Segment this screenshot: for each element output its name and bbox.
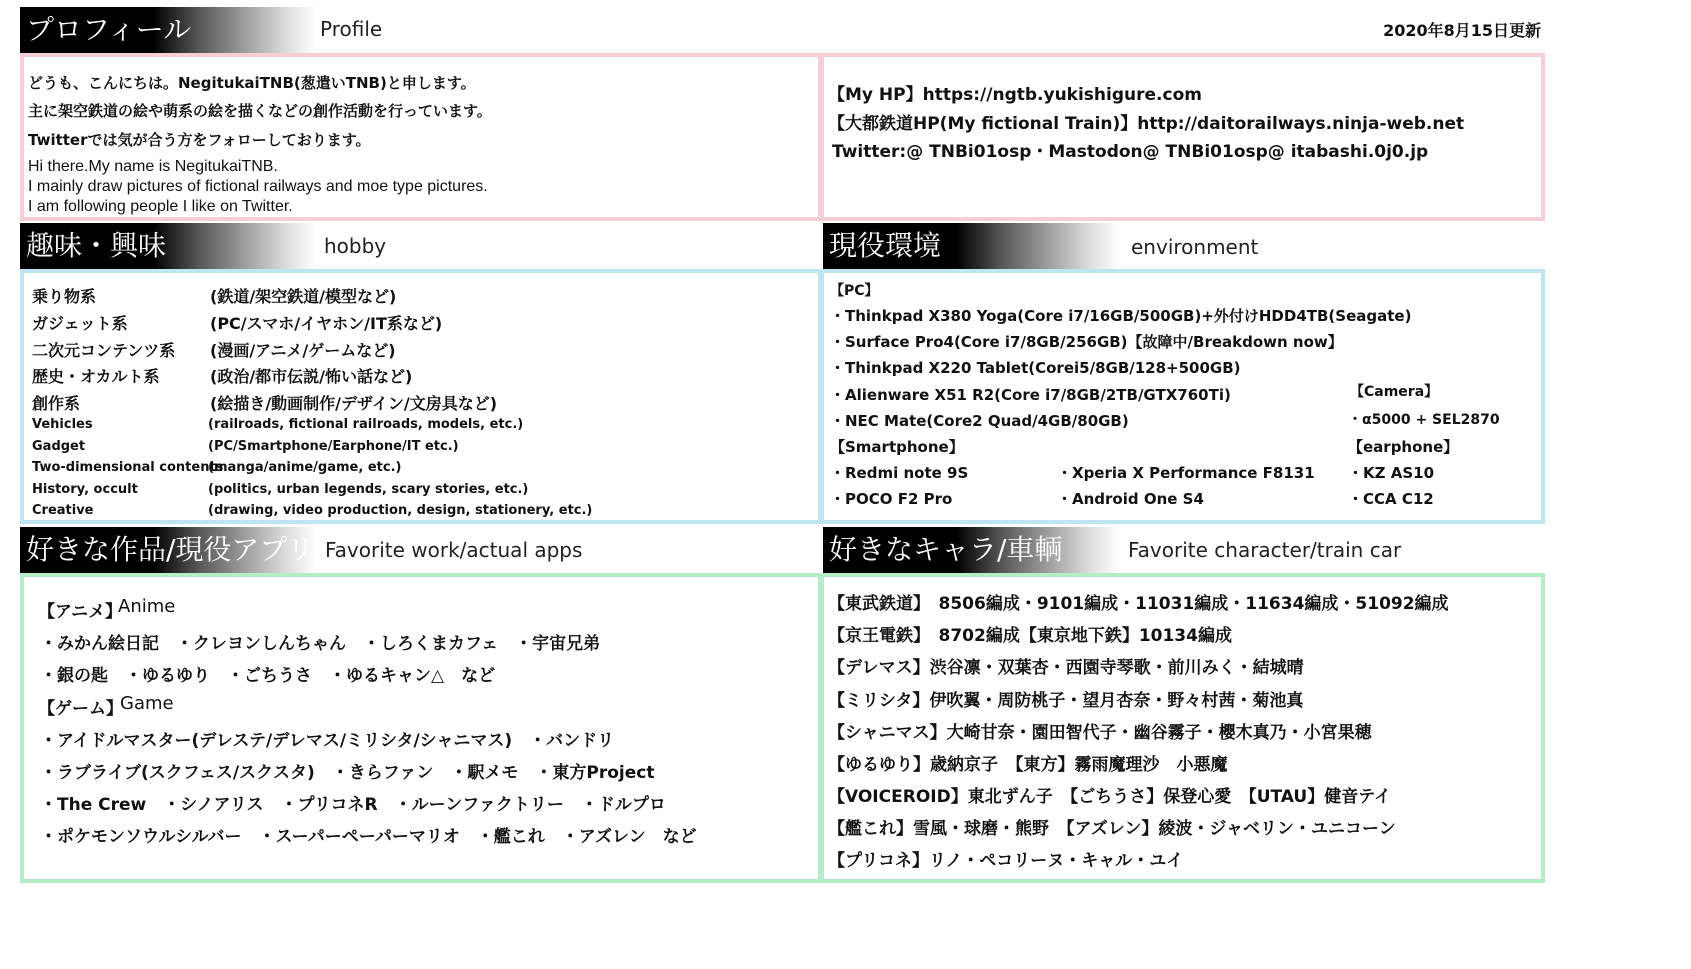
favorite-line: 【ミリシタ】伊吹翼・周防桃子・望月杏奈・野々村茜・菊池真 bbox=[828, 691, 1304, 711]
pc-item: ・Thinkpad X220 Tablet(Corei5/8GB/128+500GB) bbox=[830, 359, 1241, 377]
hobby-name: 二次元コンテンツ系 bbox=[32, 341, 176, 360]
pc-header: 【PC】 bbox=[830, 283, 879, 299]
pc-item: ・Thinkpad X380 Yoga(Core i7/16GB/500GB)+外付けHDD4TB(Seagate) bbox=[830, 307, 1412, 325]
anime-line: ・銀の匙 ・ゆるゆり ・ごちうさ ・ゆるキャン△ など bbox=[40, 666, 496, 686]
hobby-detail: (鉄道/架空鉄道/模型など) bbox=[210, 287, 397, 306]
section-subtitle-characters: Favorite character/train car bbox=[1128, 538, 1402, 562]
game-line: ・The Crew ・シノアリス ・プリコネR ・ルーンファクトリー ・ドルプロ bbox=[40, 795, 666, 815]
anime-header-jp: 【アニメ】 bbox=[38, 602, 123, 622]
hobby-detail: (PC/スマホ/イヤホン/IT系など) bbox=[210, 314, 443, 333]
fictional-train-link[interactable]: 【大都鉄道HP(My fictional Train)】http://daitorailways.ninja-web.net bbox=[828, 114, 1465, 134]
profile-en-line: Hi there.My name is NegitukaiTNB. bbox=[28, 158, 278, 175]
game-header-en: Game bbox=[120, 693, 174, 714]
smartphone-item: ・Redmi note 9S bbox=[830, 464, 969, 482]
favorite-line: 【プリコネ】リノ・ペコリーヌ・キャル・ユイ bbox=[828, 851, 1184, 871]
section-title-works: 好きな作品/現役アプリ bbox=[20, 527, 316, 573]
game-line: ・ラブライブ(スクフェス/スクスタ) ・きらファン ・駅メモ ・東方Project bbox=[40, 763, 655, 783]
hobby-detail: (絵描き/動画制作/デザイン/文房具など) bbox=[210, 394, 498, 413]
pc-item: ・Surface Pro4(Core i7/8GB/256GB)【故障中/Breakdown now】 bbox=[830, 333, 1343, 351]
game-header-jp: 【ゲーム】 bbox=[38, 699, 123, 719]
hobby-en-detail: (politics, urban legends, scary stories, etc.) bbox=[208, 482, 529, 497]
anime-line: ・みかん絵日記 ・クレヨンしんちゃん ・しろくまカフェ ・宇宙兄弟 bbox=[40, 634, 601, 654]
hobby-en-name: Two-dimensional contents bbox=[32, 460, 224, 475]
game-line: ・アイドルマスター(デレステ/デレマス/ミリシタ/シャニマス) ・バンドリ bbox=[40, 731, 615, 751]
hobby-detail: (漫画/アニメ/ゲームなど) bbox=[210, 341, 396, 360]
camera-item: ・α5000 + SEL2870 bbox=[1348, 412, 1500, 428]
smartphone-item: ・Xperia X Performance F8131 bbox=[1057, 464, 1315, 482]
profile-jp-line: Twitterでは気が合う方をフォローしております。 bbox=[28, 131, 371, 149]
hobby-en-name: Gadget bbox=[32, 439, 86, 454]
section-title-hobby: 趣味・興味 bbox=[20, 223, 316, 269]
earphone-item: ・CCA C12 bbox=[1348, 490, 1434, 508]
hobby-en-detail: (drawing, video production, design, stationery, etc.) bbox=[208, 503, 593, 518]
favorite-line: 【艦これ】雪風・球磨・熊野 【アズレン】綾波・ジャベリン・ユニコーン bbox=[828, 819, 1396, 839]
hobby-name: 創作系 bbox=[32, 394, 81, 413]
pc-item: ・Alienware X51 R2(Core i7/8GB/2TB/GTX760Ti) bbox=[830, 386, 1231, 404]
hobby-en-detail: (PC/Smartphone/Earphone/IT etc.) bbox=[208, 439, 459, 454]
hobby-name: 歴史・オカルト系 bbox=[32, 367, 160, 386]
hobby-en-detail: (manga/anime/game, etc.) bbox=[208, 460, 402, 475]
profile-en-line: I am following people I like on Twitter. bbox=[28, 198, 293, 215]
section-title-profile: プロフィール bbox=[20, 7, 316, 53]
favorite-line: 【京王電鉄】 8702編成【東京地下鉄】10134編成 bbox=[828, 626, 1232, 646]
favorite-line: 【東武鉄道】 8506編成・9101編成・11031編成・11634編成・51092編成 bbox=[828, 594, 1449, 614]
favorite-line: 【シャニマス】大崎甘奈・園田智代子・幽谷霧子・櫻木真乃・小宮果穂 bbox=[828, 723, 1372, 743]
hobby-en-detail: (railroads, fictional railroads, models, etc.) bbox=[208, 417, 524, 432]
social-accounts[interactable]: Twitter:@ TNBi01osp・Mastodon@ TNBi01osp@ itabashi.0j0.jp bbox=[832, 142, 1429, 162]
section-title-characters: 好きなキャラ/車輌 bbox=[823, 527, 1119, 573]
smartphone-header: 【Smartphone】 bbox=[830, 438, 964, 456]
hobby-en-name: History, occult bbox=[32, 482, 138, 497]
favorite-line: 【VOICEROID】東北ずん子 【ごちうさ】保登心愛 【UTAU】健音テイ bbox=[828, 787, 1392, 807]
earphone-header: 【earphone】 bbox=[1348, 438, 1459, 456]
hobby-en-name: Vehicles bbox=[32, 417, 93, 432]
hobby-name: 乗り物系 bbox=[32, 287, 97, 306]
section-subtitle-works: Favorite work/actual apps bbox=[325, 538, 583, 562]
anime-header-en: Anime bbox=[118, 596, 176, 617]
updated-date: 2020年8月15日更新 bbox=[1383, 21, 1541, 40]
profile-en-line: I mainly draw pictures of fictional railways and moe type pictures. bbox=[28, 178, 488, 195]
pc-item: ・NEC Mate(Core2 Quad/4GB/80GB) bbox=[830, 412, 1129, 430]
favorite-line: 【デレマス】渋谷凛・双葉杏・西園寺琴歌・前川みく・結城晴 bbox=[828, 658, 1304, 678]
camera-header: 【Camera】 bbox=[1350, 384, 1439, 400]
game-line: ・ポケモンソウルシルバー ・スーパーペーパーマリオ ・艦これ ・アズレン など bbox=[40, 827, 697, 847]
favorite-line: 【ゆるゆり】歳納京子 【東方】霧雨魔理沙 小悪魔 bbox=[828, 755, 1228, 775]
section-subtitle-environment: environment bbox=[1131, 235, 1259, 259]
section-subtitle-hobby: hobby bbox=[324, 234, 387, 258]
smartphone-item: ・POCO F2 Pro bbox=[830, 490, 953, 508]
section-subtitle-profile: Profile bbox=[320, 17, 383, 41]
hobby-en-name: Creative bbox=[32, 503, 94, 518]
smartphone-item: ・Android One S4 bbox=[1057, 490, 1204, 508]
profile-jp-line: どうも、こんにちは。NegitukaiTNB(葱遣いTNB)と申します。 bbox=[28, 74, 476, 92]
homepage-link[interactable]: 【My HP】https://ngtb.yukishigure.com bbox=[828, 85, 1202, 105]
profile-jp-line: 主に架空鉄道の絵や萌系の絵を描くなどの創作活動を行っています。 bbox=[28, 102, 492, 120]
hobby-detail: (政治/都市伝説/怖い話など) bbox=[210, 367, 413, 386]
hobby-name: ガジェット系 bbox=[32, 314, 128, 333]
section-title-environment: 現役環境 bbox=[823, 223, 1119, 269]
earphone-item: ・KZ AS10 bbox=[1348, 464, 1435, 482]
